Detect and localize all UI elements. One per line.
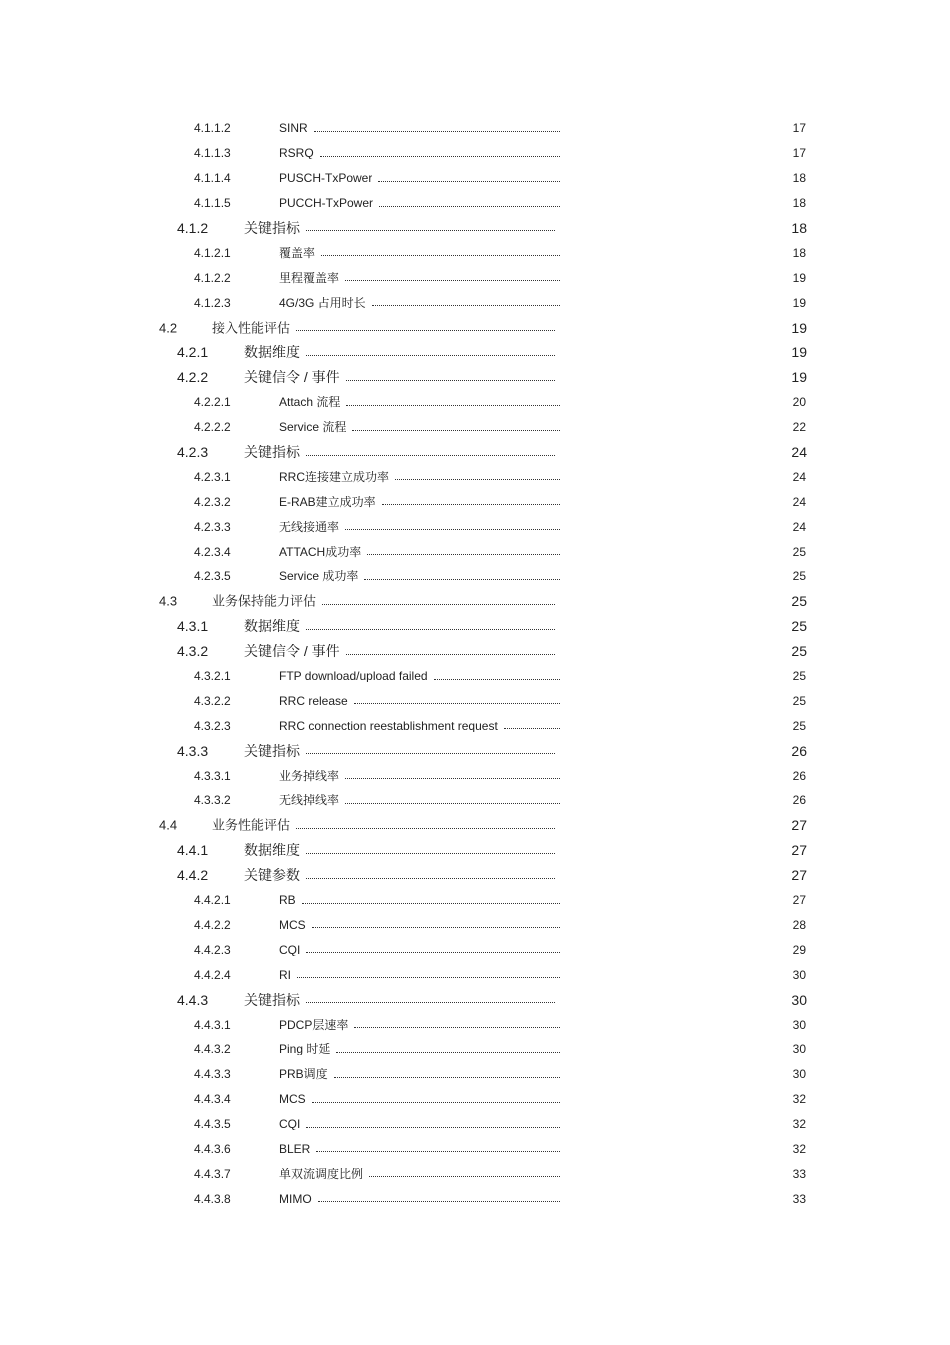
toc-entry-page: 17 <box>792 146 806 161</box>
dot-leader <box>306 629 555 630</box>
toc-entry[interactable] <box>0 1186 950 1211</box>
dot-leader <box>306 878 555 879</box>
toc-entry-title: 数据维度 <box>244 843 300 858</box>
toc-entry-number: 4.2.3.5 <box>194 569 231 584</box>
toc-entry-title: PDCP层速率 <box>279 1018 349 1031</box>
toc-entry-title: CQI <box>279 943 301 956</box>
toc-entry[interactable] <box>0 913 950 938</box>
toc-entry-page: 29 <box>792 942 806 957</box>
toc-entry-page: 25 <box>792 693 806 708</box>
toc-entry[interactable] <box>0 166 950 191</box>
dot-leader <box>354 1027 560 1028</box>
dot-leader <box>297 977 560 978</box>
toc-entry[interactable] <box>0 340 950 365</box>
toc-entry-title: RB <box>279 894 296 907</box>
dot-leader <box>296 330 555 331</box>
toc-entry-page: 24 <box>791 444 807 461</box>
toc-entry[interactable] <box>0 813 950 838</box>
dot-leader <box>345 280 560 281</box>
toc-entry-page: 25 <box>791 593 807 610</box>
dot-leader <box>346 380 555 381</box>
toc-entry[interactable] <box>0 888 950 913</box>
toc-entry[interactable] <box>0 937 950 962</box>
toc-entry[interactable] <box>0 713 950 738</box>
toc-entry[interactable] <box>0 763 950 788</box>
toc-entry-title: Attach 流程 <box>279 396 341 409</box>
toc-entry-number: 4.2.2 <box>177 369 209 386</box>
toc-entry-title: RRC release <box>279 694 348 707</box>
toc-entry-number: 4.3.2.3 <box>194 718 231 733</box>
toc-entry-title: 无线接通率 <box>279 520 340 533</box>
dot-leader <box>336 1052 560 1053</box>
toc-entry-number: 4.2.1 <box>177 344 209 361</box>
toc-entry-title: 4G/3G 占用时长 <box>279 296 366 309</box>
toc-entry-number: 4.1.1.2 <box>194 121 231 136</box>
toc-entry-title: CQI <box>279 1118 301 1131</box>
toc-entry-page: 24 <box>792 469 806 484</box>
dot-leader <box>378 181 560 182</box>
dot-leader <box>322 604 555 605</box>
toc-entry-title: RI <box>279 968 291 981</box>
toc-entry-page: 30 <box>792 1042 806 1057</box>
toc-entry-number: 4.1.1.5 <box>194 196 231 211</box>
toc-entry-title: PUCCH-TxPower <box>279 197 374 210</box>
toc-entry-number: 4.3 <box>159 593 178 609</box>
toc-entry-number: 4.4.3.3 <box>194 1067 231 1082</box>
dot-leader <box>367 554 560 555</box>
dot-leader <box>334 1077 560 1078</box>
toc-entry-title: 数据维度 <box>244 345 300 360</box>
toc-entry-page: 26 <box>792 793 806 808</box>
toc-entry-number: 4.2.3.4 <box>194 544 231 559</box>
toc-entry-number: 4.3.2 <box>177 643 209 660</box>
toc-entry[interactable] <box>0 365 950 390</box>
toc-entry[interactable] <box>0 1137 950 1162</box>
toc-entry[interactable] <box>0 415 950 440</box>
dot-leader <box>302 903 560 904</box>
dot-leader <box>352 430 560 431</box>
toc-entry[interactable] <box>0 539 950 564</box>
toc-entry-page: 30 <box>791 991 807 1008</box>
toc-entry[interactable] <box>0 1062 950 1087</box>
toc-entry-number: 4.4.2.3 <box>194 942 231 957</box>
toc-entry[interactable] <box>0 1161 950 1186</box>
toc-entry-page: 32 <box>792 1117 806 1132</box>
dot-leader <box>379 206 560 207</box>
toc-entry[interactable] <box>0 1012 950 1037</box>
toc-entry[interactable] <box>0 1112 950 1137</box>
toc-entry-title: Ping 时延 <box>279 1043 331 1056</box>
toc-entry[interactable] <box>0 987 950 1012</box>
toc-entry-page: 26 <box>791 742 807 759</box>
toc-entry-title: 关键参数 <box>244 868 300 883</box>
dot-leader <box>318 1201 560 1202</box>
toc-entry[interactable] <box>0 738 950 763</box>
toc-entry-number: 4.2.2.2 <box>194 420 231 435</box>
toc-entry-page: 27 <box>792 893 806 908</box>
dot-leader <box>504 728 560 729</box>
toc-entry-number: 4.2.3.3 <box>194 519 231 534</box>
toc-entry[interactable] <box>0 315 950 340</box>
toc-entry-title: 关键指标 <box>244 992 300 1007</box>
dot-leader <box>306 853 555 854</box>
toc-entry-number: 4.4.3.8 <box>194 1191 231 1206</box>
dot-leader <box>306 455 555 456</box>
toc-entry-page: 18 <box>792 196 806 211</box>
toc-entry-title: 单双流调度比例 <box>279 1167 364 1180</box>
toc-entry-title: MIMO <box>279 1192 312 1205</box>
toc-entry-page: 25 <box>792 569 806 584</box>
toc-entry-title: ATTACH成功率 <box>279 545 362 558</box>
toc-entry-number: 4.4.3.7 <box>194 1166 231 1181</box>
toc-entry[interactable] <box>0 962 950 987</box>
toc-entry-title: 关键信令 / 事件 <box>244 370 340 385</box>
toc-entry-title: 无线掉线率 <box>279 794 340 807</box>
dot-leader <box>314 131 560 132</box>
toc-entry-number: 4.3.2.1 <box>194 669 231 684</box>
toc-entry-number: 4.3.1 <box>177 618 209 635</box>
toc-entry-page: 27 <box>791 842 807 859</box>
toc-entry-number: 4.2.3.2 <box>194 494 231 509</box>
toc-entry-title: 关键指标 <box>244 743 300 758</box>
dot-leader <box>312 1102 560 1103</box>
toc-entry-number: 4.4.2.1 <box>194 893 231 908</box>
dot-leader <box>395 479 560 480</box>
dot-leader <box>364 579 560 580</box>
toc-entry-page: 30 <box>792 967 806 982</box>
toc-entry-number: 4.1.2.3 <box>194 295 231 310</box>
toc-entry-number: 4.1.2 <box>177 220 209 236</box>
toc-entry-title: 里程覆盖率 <box>279 271 340 284</box>
toc-entry-number: 4.3.3.1 <box>194 768 231 783</box>
toc-entry-page: 19 <box>791 319 807 336</box>
dot-leader <box>306 1127 560 1128</box>
toc-entry[interactable] <box>0 116 950 141</box>
toc-entry-page: 32 <box>792 1092 806 1107</box>
dot-leader <box>354 703 560 704</box>
toc-entry[interactable] <box>0 639 950 664</box>
dot-leader <box>382 504 560 505</box>
toc-entry-number: 4.1.1.3 <box>194 146 231 161</box>
toc-entry-page: 19 <box>791 369 807 386</box>
toc-entry-number: 4.4.3.6 <box>194 1141 231 1156</box>
toc-entry-title: 业务掉线率 <box>279 769 340 782</box>
dot-leader <box>306 230 555 231</box>
toc-entry-number: 4.4.3.2 <box>194 1042 231 1057</box>
dot-leader <box>296 828 555 829</box>
toc-entry-page: 18 <box>792 245 806 260</box>
toc-entry-page: 30 <box>792 1067 806 1082</box>
toc-entry-page: 33 <box>792 1191 806 1206</box>
dot-leader <box>346 405 560 406</box>
toc-entry[interactable] <box>0 514 950 539</box>
toc-entry[interactable] <box>0 863 950 888</box>
toc-entry-title: 业务性能评估 <box>212 818 291 832</box>
toc-entry-title: SINR <box>279 122 308 135</box>
toc-entry-title: RSRQ <box>279 147 314 160</box>
toc-entry-title: 关键指标 <box>244 445 300 460</box>
toc-entry-page: 25 <box>791 643 807 660</box>
toc-entry-number: 4.1.2.1 <box>194 245 231 260</box>
toc-entry-page: 19 <box>792 270 806 285</box>
toc-entry-page: 22 <box>792 420 806 435</box>
toc-entry-title: Service 成功率 <box>279 570 359 583</box>
toc-entry[interactable] <box>0 265 950 290</box>
toc-entry-title: MCS <box>279 1093 306 1106</box>
toc-entry-number: 4.2.3.1 <box>194 469 231 484</box>
toc-entry-number: 4.4.3.5 <box>194 1117 231 1132</box>
toc-entry-page: 27 <box>791 867 807 884</box>
toc-entry-page: 27 <box>791 817 807 834</box>
toc-entry-page: 20 <box>792 395 806 410</box>
toc-entry-page: 28 <box>792 917 806 932</box>
toc-entry-title: FTP download/upload failed <box>279 670 428 683</box>
toc-entry-title: BLER <box>279 1142 311 1155</box>
toc-entry-title: 覆盖率 <box>279 246 316 259</box>
dot-leader <box>320 156 560 157</box>
dot-leader <box>306 355 555 356</box>
dot-leader <box>434 679 560 680</box>
dot-leader <box>345 803 560 804</box>
toc-entry-title: MCS <box>279 918 306 931</box>
toc-entry-page: 25 <box>791 618 807 635</box>
table-of-contents <box>0 116 950 1211</box>
toc-entry[interactable] <box>0 489 950 514</box>
toc-entry-page: 25 <box>792 544 806 559</box>
toc-entry-number: 4.4.1 <box>177 842 209 859</box>
toc-entry-number: 4.2.2.1 <box>194 395 231 410</box>
toc-entry-number: 4.3.2.2 <box>194 693 231 708</box>
toc-entry[interactable] <box>0 1087 950 1112</box>
toc-entry-page: 19 <box>791 344 807 361</box>
toc-entry-page: 25 <box>792 669 806 684</box>
toc-entry[interactable] <box>0 1037 950 1062</box>
toc-entry-page: 33 <box>792 1166 806 1181</box>
toc-entry-page: 18 <box>791 220 807 236</box>
dot-leader <box>316 1151 560 1152</box>
toc-entry[interactable] <box>0 788 950 813</box>
dot-leader <box>345 529 560 530</box>
dot-leader <box>345 778 560 779</box>
toc-entry-number: 4.3.3 <box>177 742 209 759</box>
toc-entry-number: 4.4.3 <box>177 991 209 1008</box>
toc-entry[interactable] <box>0 240 950 265</box>
toc-entry[interactable] <box>0 290 950 315</box>
toc-entry-number: 4.4.2.4 <box>194 967 231 982</box>
toc-entry[interactable] <box>0 664 950 689</box>
toc-entry[interactable] <box>0 390 950 415</box>
dot-leader <box>306 952 560 953</box>
toc-entry[interactable] <box>0 614 950 639</box>
toc-entry-number: 4.4.2.2 <box>194 917 231 932</box>
toc-entry-number: 4.4.3.1 <box>194 1017 231 1032</box>
toc-entry-title: RRC连接建立成功率 <box>279 470 389 483</box>
dot-leader <box>306 1002 555 1003</box>
toc-entry[interactable] <box>0 564 950 589</box>
toc-entry-title: PRB调度 <box>279 1068 328 1081</box>
toc-entry-number: 4.1.2.2 <box>194 270 231 285</box>
dot-leader <box>369 1176 560 1177</box>
toc-entry-page: 26 <box>792 768 806 783</box>
toc-entry-title: E-RAB建立成功率 <box>279 495 376 508</box>
toc-entry-page: 25 <box>792 718 806 733</box>
toc-entry-page: 32 <box>792 1141 806 1156</box>
toc-entry-page: 24 <box>792 519 806 534</box>
toc-entry-title: RRC connection reestablishment request <box>279 719 498 732</box>
dot-leader <box>372 305 560 306</box>
toc-entry-title: PUSCH-TxPower <box>279 172 373 185</box>
toc-entry-number: 4.4.3.4 <box>194 1092 231 1107</box>
toc-entry-number: 4.1.1.4 <box>194 171 231 186</box>
toc-entry-title: 业务保持能力评估 <box>212 594 317 608</box>
toc-entry[interactable] <box>0 440 950 465</box>
toc-entry-number: 4.4 <box>159 817 178 833</box>
dot-leader <box>321 255 560 256</box>
toc-entry-number: 4.2.3 <box>177 444 209 461</box>
toc-entry-number: 4.3.3.2 <box>194 793 231 808</box>
toc-entry-number: 4.2 <box>159 320 178 336</box>
toc-entry[interactable] <box>0 688 950 713</box>
dot-leader <box>346 654 555 655</box>
toc-entry-title: Service 流程 <box>279 421 347 434</box>
toc-entry[interactable] <box>0 838 950 863</box>
toc-entry[interactable] <box>0 216 950 241</box>
toc-entry-page: 18 <box>792 171 806 186</box>
toc-entry[interactable] <box>0 464 950 489</box>
toc-entry-page: 19 <box>792 295 806 310</box>
toc-entry-title: 数据维度 <box>244 619 300 634</box>
toc-entry-title: 接入性能评估 <box>212 321 291 335</box>
toc-entry-page: 17 <box>792 121 806 136</box>
toc-entry[interactable] <box>0 589 950 614</box>
toc-entry-page: 24 <box>792 494 806 509</box>
toc-entry[interactable] <box>0 141 950 166</box>
toc-entry-page: 30 <box>792 1017 806 1032</box>
dot-leader <box>306 753 555 754</box>
toc-entry-title: 关键指标 <box>244 221 300 235</box>
toc-entry-title: 关键信令 / 事件 <box>244 644 340 659</box>
toc-entry-number: 4.4.2 <box>177 867 209 884</box>
toc-entry[interactable] <box>0 191 950 216</box>
dot-leader <box>312 927 560 928</box>
